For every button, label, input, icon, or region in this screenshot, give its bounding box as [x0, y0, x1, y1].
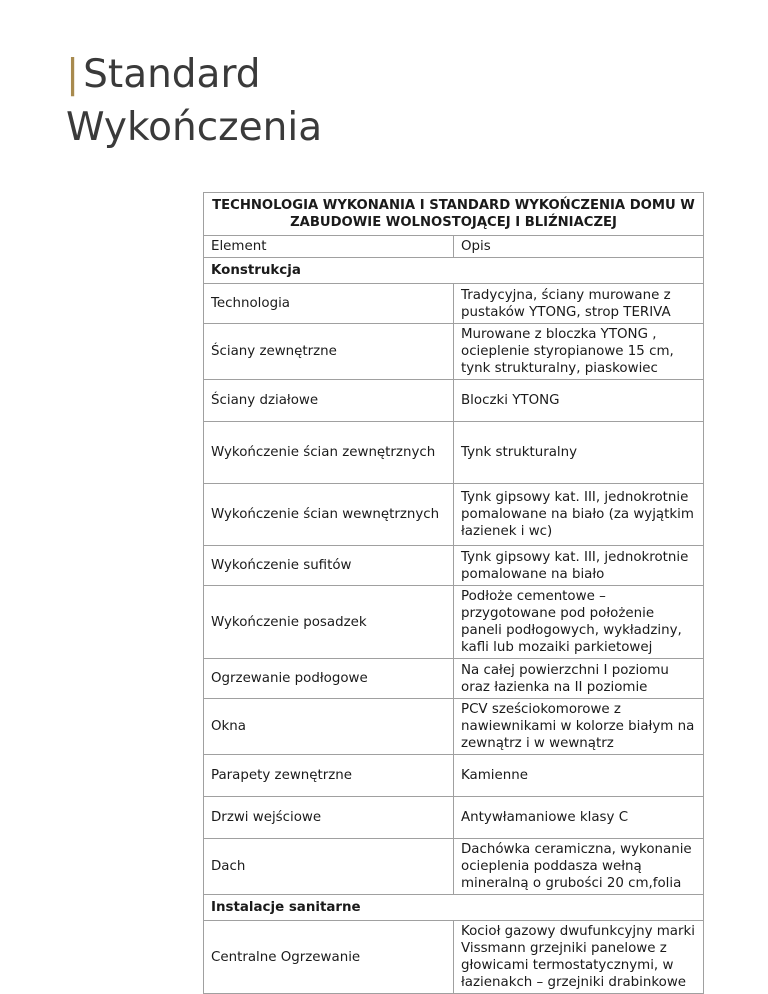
table-row	[204, 324, 704, 380]
element-cell: Okna	[204, 699, 454, 755]
section-row	[204, 258, 704, 284]
table-row	[204, 921, 704, 994]
element-cell: Centralne Ogrzewanie	[204, 921, 454, 994]
table-title: TECHNOLOGIA WYKONANIA I STANDARD WYKOŃCZENIA DOMU W ZABUDOWIE WOLNOSTOJĄCEJ I BLIŹNIACZEJ	[204, 193, 704, 236]
table-title-row	[204, 193, 704, 236]
element-cell: Technologia	[204, 284, 454, 324]
title-accent-bar: |	[66, 52, 80, 97]
table-row	[204, 484, 704, 546]
table-row	[204, 380, 704, 422]
element-cell: Wykończenie posadzek	[204, 586, 454, 659]
spec-table	[203, 192, 704, 994]
table-row	[204, 839, 704, 895]
opis-cell: Podłoże cementowe – przygotowane pod położenie paneli podłogowych, wykładziny, kafli lub mozaiki parkietowej	[454, 586, 704, 659]
element-cell: Wykończenie sufitów	[204, 546, 454, 586]
element-cell: Ściany zewnętrzne	[204, 324, 454, 380]
element-cell: Wykończenie ścian zewnętrznych	[204, 422, 454, 484]
element-cell: Ogrzewanie podłogowe	[204, 659, 454, 699]
opis-cell: PCV sześciokomorowe z nawiewnikami w kolorze białym na zewnątrz i w wewnątrz	[454, 699, 704, 755]
element-cell: Dach	[204, 839, 454, 895]
element-cell: Ściany działowe	[204, 380, 454, 422]
table-row	[204, 755, 704, 797]
opis-cell: Kamienne	[454, 755, 704, 797]
opis-cell: Dachówka ceramiczna, wykonanie ocieplenia poddasza wełną mineralną o grubości 20 cm,folia	[454, 839, 704, 895]
opis-cell: Na całej powierzchni I poziomu oraz łazienka na II poziomie	[454, 659, 704, 699]
table-row	[204, 586, 704, 659]
table-row	[204, 797, 704, 839]
opis-cell: Murowane z bloczka YTONG , ocieplenie styropianowe 15 cm, tynk strukturalny, piaskowiec	[454, 324, 704, 380]
opis-cell: Bloczki YTONG	[454, 380, 704, 422]
section-title: Konstrukcja	[204, 258, 704, 284]
page-title-line-2: Wykończenia	[66, 105, 323, 150]
header-opis: Opis	[454, 236, 704, 258]
opis-cell: Tradycyjna, ściany murowane z pustaków YTONG, strop TERIVA	[454, 284, 704, 324]
page-title-line-1	[66, 48, 322, 101]
page-title	[66, 48, 322, 154]
table-row	[204, 699, 704, 755]
page-title-text-1: Standard	[83, 52, 261, 97]
table-row	[204, 284, 704, 324]
element-cell: Drzwi wejściowe	[204, 797, 454, 839]
table-row	[204, 422, 704, 484]
opis-cell: Kocioł gazowy dwufunkcyjny marki Vissmann grzejniki panelowe z głowicami termostatycznymi, w łazienakch – grzejniki drabinkowe	[454, 921, 704, 994]
table-row	[204, 659, 704, 699]
element-cell: Parapety zewnętrzne	[204, 755, 454, 797]
table-row	[204, 546, 704, 586]
opis-cell: Tynk gipsowy kat. III, jednokrotnie pomalowane na biało	[454, 546, 704, 586]
opis-cell: Antywłamaniowe klasy C	[454, 797, 704, 839]
opis-cell: Tynk gipsowy kat. III, jednokrotnie pomalowane na biało (za wyjątkim łazienek i wc)	[454, 484, 704, 546]
table-header-row	[204, 236, 704, 258]
opis-cell: Tynk strukturalny	[454, 422, 704, 484]
section-row	[204, 895, 704, 921]
header-element: Element	[204, 236, 454, 258]
section-title: Instalacje sanitarne	[204, 895, 704, 921]
element-cell: Wykończenie ścian wewnętrznych	[204, 484, 454, 546]
